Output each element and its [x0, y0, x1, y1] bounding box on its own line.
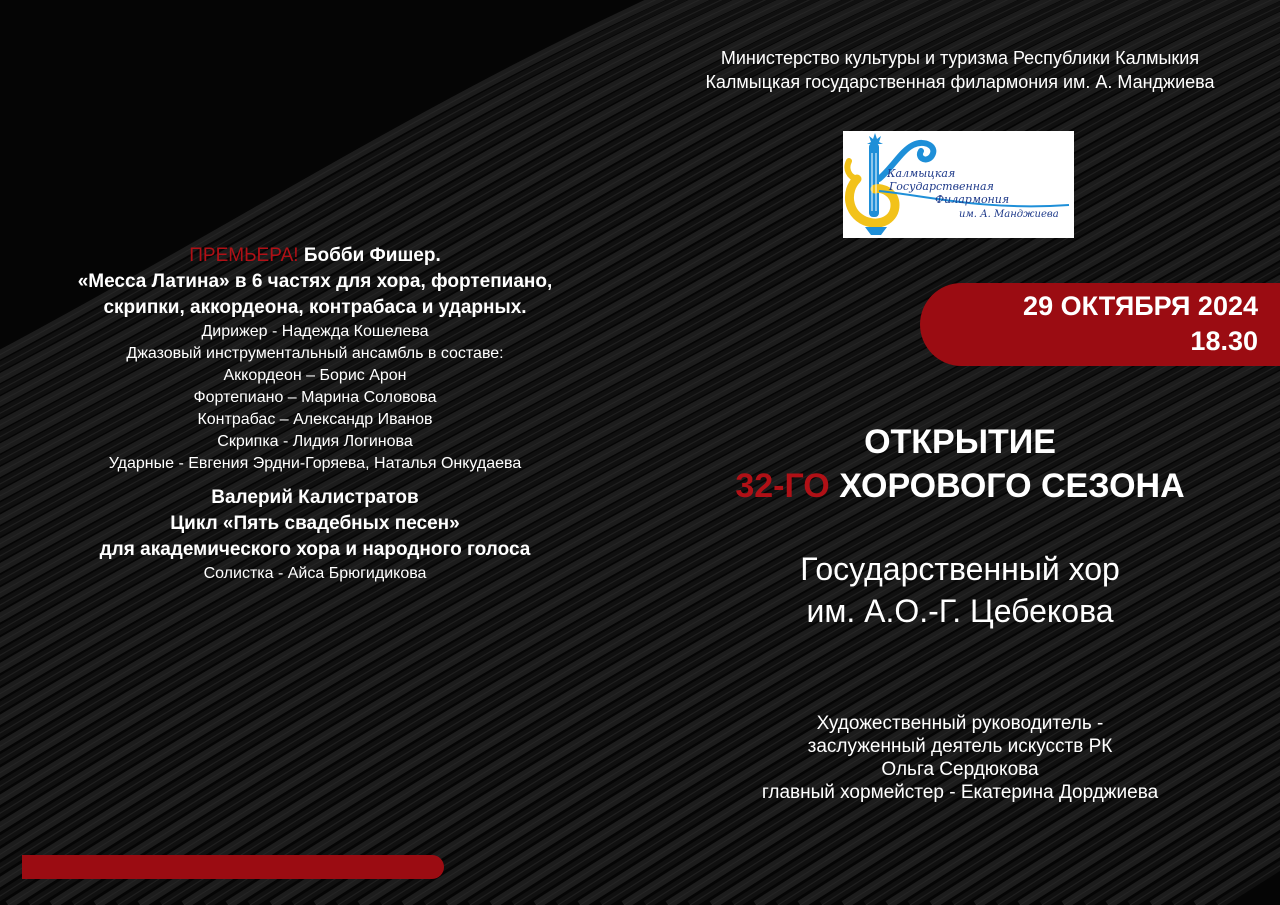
choir-name	[690, 548, 1230, 632]
ministry-name: Министерство культуры и туризма Республики Калмыкия	[720, 48, 1200, 68]
leader-line: Ольга Сердюкова	[881, 759, 1039, 780]
logo-text-2: Государственная	[889, 180, 994, 193]
title-line-1: ОТКРЫТИЕ	[864, 423, 1056, 461]
philharmonic-name: Калмыцкая государственная филармония им. А. Манджиева	[705, 72, 1215, 92]
title-line-2-rest: ХОРОВОГО СЕЗОНА	[829, 467, 1185, 505]
work2-title-line-2: для академического хора и народного голоса	[99, 539, 531, 560]
premiere-heading	[20, 243, 610, 269]
leader-line: Художественный руководитель -	[816, 713, 1104, 734]
work1-detail: Контрабас – Александр Иванов	[197, 411, 433, 428]
leader-line: заслуженный деятель искусств РК	[807, 736, 1113, 757]
leadership-credits	[690, 712, 1230, 804]
title-line-2	[690, 464, 1230, 508]
date-banner	[920, 283, 1280, 366]
work1-detail: Джазовый инструментальный ансамбль в составе:	[126, 345, 504, 362]
premiere-label: ПРЕМЬЕРА!	[189, 245, 299, 266]
work1-title-line-1: «Месса Латина» в 6 частях для хора, фортепиано,	[77, 271, 553, 292]
event-time: 18.30	[1190, 326, 1258, 356]
bottom-accent-bar	[22, 855, 444, 879]
philharmonic-logo	[843, 131, 1074, 238]
work1-detail: Ударные - Евгения Эрдни-Горяева, Наталья Онкудаева	[108, 455, 522, 472]
work1-detail: Аккордеон – Борис Арон	[223, 367, 407, 384]
choir-line-1: Государственный хор	[800, 551, 1120, 587]
work2-author: Валерий Калистратов	[211, 487, 419, 508]
event-date: 29 ОКТЯБРЯ 2024	[1023, 291, 1258, 321]
event-title	[690, 420, 1230, 508]
work1-detail: Скрипка - Лидия Логинова	[217, 433, 413, 450]
leader-line: главный хормейстер - Екатерина Дорджиева	[761, 782, 1159, 803]
work2-soloist: Солистка - Айса Брюгидикова	[203, 565, 427, 582]
choir-line-2: им. А.О.-Г. Цебекова	[806, 593, 1114, 629]
work1-detail: Дирижер - Надежда Кошелева	[201, 323, 429, 340]
work2-title-line-1: Цикл «Пять свадебных песен»	[170, 513, 460, 534]
logo-text-3: Филармония	[935, 193, 1010, 206]
work1-title-line-2: скрипки, аккордеона, контрабаса и ударных.	[103, 297, 527, 318]
work1-detail: Фортепиано – Марина Соловова	[193, 389, 437, 406]
premiere-author: Бобби Фишер.	[298, 245, 441, 266]
organizer-header	[660, 46, 1260, 94]
concert-program	[20, 243, 610, 585]
logo-text-4: им. А. Манджиева	[959, 209, 1059, 220]
logo-text-1: Калмыцкая	[887, 167, 956, 180]
season-number: 32-ГО	[735, 467, 830, 505]
